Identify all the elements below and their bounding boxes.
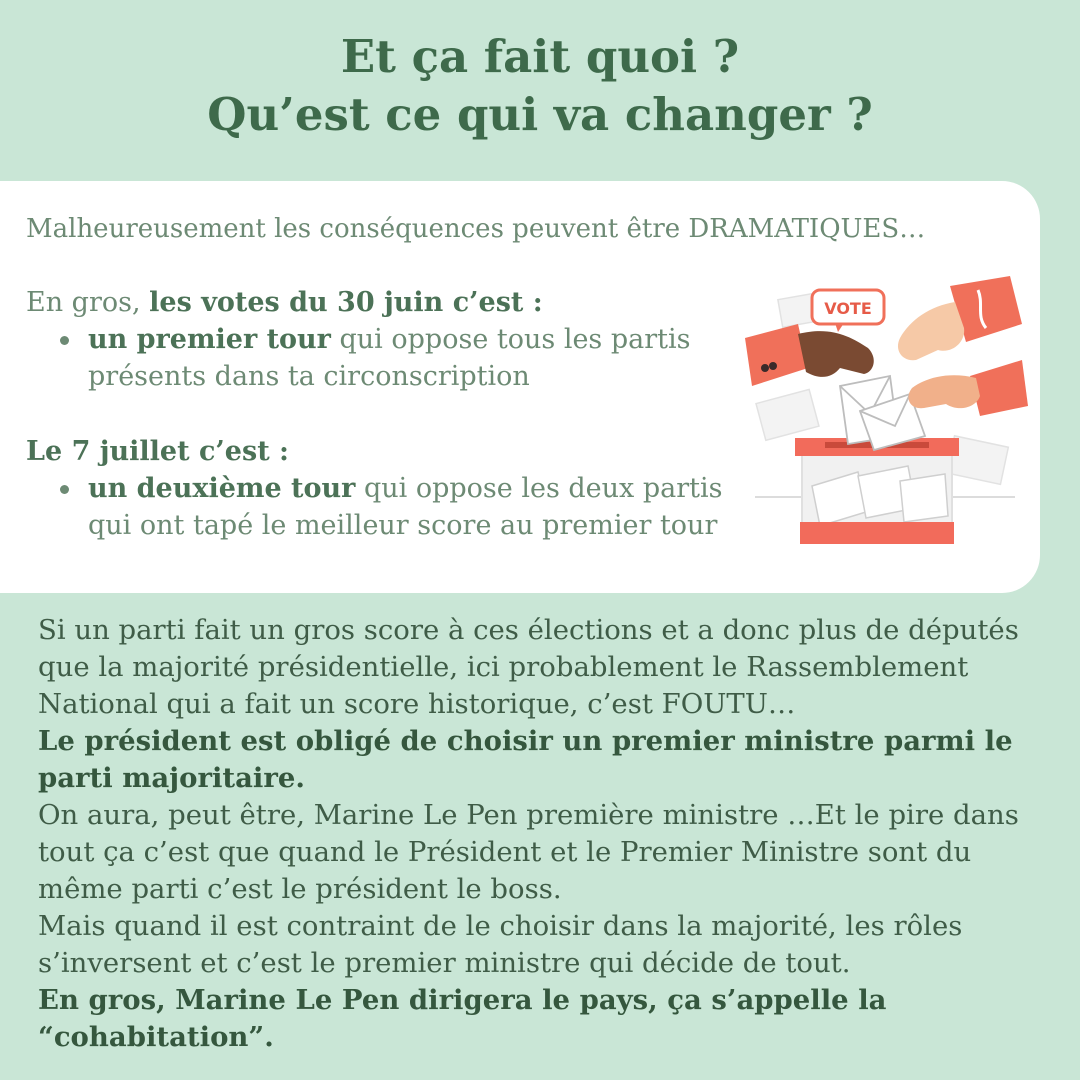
first-round-block — [26, 284, 691, 395]
second-round-block — [26, 433, 723, 544]
hand-top-right-icon — [898, 276, 1022, 360]
second-round-bullet-line2: qui ont tapé le meilleur score au premier tour — [88, 510, 718, 541]
first-round-list — [26, 321, 691, 395]
voting-illustration — [740, 276, 1030, 556]
second-round-bullet-rest: qui oppose les deux partis — [355, 473, 723, 504]
page-title — [0, 28, 1080, 144]
title-line-2: Qu’est ce qui va changer ? — [207, 88, 873, 141]
hand-left-icon — [745, 324, 874, 386]
second-round-bullet-bold: un deuxième tour — [88, 473, 356, 504]
first-round-bullet-rest: qui oppose tous les partis — [330, 324, 691, 355]
second-round-list — [26, 470, 723, 544]
envelope-icon — [756, 389, 819, 440]
second-round-bullet — [26, 470, 723, 544]
paragraph-2: Le président est obligé de choisir un premier ministre parmi le parti majoritaire. — [38, 725, 1013, 794]
first-round-bullet-line2: présents dans ta circonscription — [88, 361, 530, 392]
paragraph-1: Si un parti fait un gros score à ces élections et a donc plus de députés que la majorité présidentielle, ici probablement le Rassemblement National qui a fait un score historique, c’est FOUTU… — [38, 614, 1019, 720]
first-round-bullet-bold: un premier tour — [88, 324, 331, 355]
first-round-bullet — [26, 321, 691, 395]
paragraph-4: Mais quand il est contraint de le choisir dans la majorité, les rôles s’inversent et c’est le premier ministre qui décide de tout. — [38, 910, 963, 979]
first-round-lead-plain: En gros, — [26, 287, 150, 318]
first-round-lead — [26, 284, 691, 321]
paragraph-5: En gros, Marine Le Pen dirigera le pays, ça s’appelle la “cohabitation”. — [38, 984, 887, 1053]
hand-right-icon — [908, 360, 1028, 416]
paragraph-3: On aura, peut être, Marine Le Pen première ministre …Et le pire dans tout ça c’est que quand le Président et le Premier Ministre sont du même parti c’est le président le boss. — [38, 799, 1019, 905]
explanation-text — [38, 612, 1038, 1056]
vote-sign-text: VOTE — [824, 299, 872, 318]
title-line-1: Et ça fait quoi ? — [340, 30, 740, 83]
second-round-lead-bold: Le 7 juillet c’est : — [26, 436, 290, 467]
first-round-lead-bold: les votes du 30 juin c’est : — [149, 287, 543, 318]
intro-text: Malheureusement les conséquences peuvent être DRAMATIQUES… — [26, 214, 926, 244]
second-round-lead — [26, 433, 723, 470]
ballot-box-base — [800, 522, 954, 544]
